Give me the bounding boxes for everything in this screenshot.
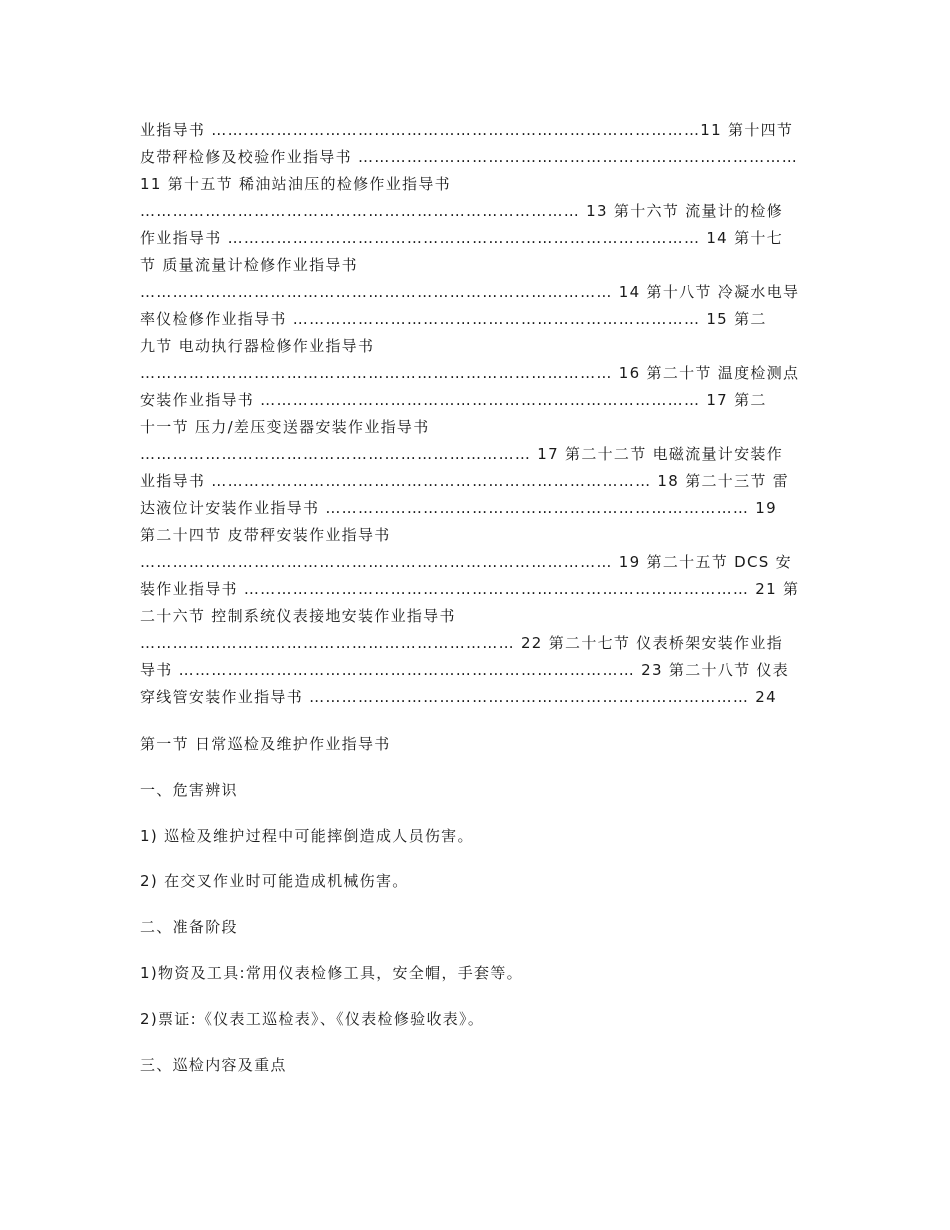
section-title: 第一节 日常巡检及维护作业指导书	[140, 735, 391, 753]
toc-line: …………………………………………………………………………… 16 第二十节 温度检测点	[140, 364, 800, 382]
toc-line: …………………………………………………………… 22 第二十七节 仪表桥架安装作业指	[140, 634, 783, 652]
toc-line: 装作业指导书 ………………………………………………………………………………… 21 第	[140, 580, 800, 598]
toc-line: 第二十四节 皮带秤安装作业指导书	[140, 526, 391, 544]
toc-line: 11 第十五节 稀油站油压的检修作业指导书	[140, 175, 451, 193]
heading-inspection-content: 三、巡检内容及重点	[140, 1055, 287, 1074]
paragraph: 2)票证:《仪表工巡检表》、《仪表检修验收表》。	[140, 1009, 485, 1028]
toc-line: 十一节 压力/差压变送器安装作业指导书	[140, 418, 430, 436]
toc-line: 达液位计安装作业指导书 …………………………………………………………………… 19	[140, 499, 777, 517]
toc-line: 二十六节 控制系统仪表接地安装作业指导书	[140, 607, 456, 625]
heading-hazard-identification: 一、危害辨识	[140, 780, 238, 799]
toc-line: 率仪检修作业指导书 ………………………………………………………………… 15 第二	[140, 310, 767, 328]
paragraph: 2) 在交叉作业时可能造成机械伤害。	[140, 872, 409, 891]
toc-line: 节 质量流量计检修作业指导书	[140, 256, 358, 274]
heading-preparation-stage: 二、准备阶段	[140, 918, 238, 937]
toc-line: 皮带秤检修及校验作业指导书 ………………………………………………………………………	[140, 148, 799, 166]
document-body	[140, 730, 820, 1096]
paragraph: 1) 巡检及维护过程中可能摔倒造成人员伤害。	[140, 826, 474, 845]
table-of-contents	[140, 117, 820, 711]
toc-line: …………………………………………………………………………… 14 第十八节 冷凝水电导	[140, 283, 800, 301]
toc-line: 作业指导书 …………………………………………………………………………… 14 第十七	[140, 229, 783, 247]
toc-line: ……………………………………………………………………… 13 第十六节 流量计的检修	[140, 202, 783, 220]
toc-line: 安装作业指导书 ……………………………………………………………………… 17 第二	[140, 391, 767, 409]
toc-line: 九节 电动执行器检修作业指导书	[140, 337, 375, 355]
toc-line: 导书 ………………………………………………………………………… 23 第二十八节 仪表	[140, 661, 790, 679]
toc-line: 业指导书 ……………………………………………………………………… 18 第二十三节 雷	[140, 472, 790, 490]
toc-line: 穿线管安装作业指导书 ……………………………………………………………………… 24	[140, 688, 777, 706]
toc-line: 业指导书 ………………………………………………………………………………11 第十四节	[140, 121, 794, 139]
toc-line: …………………………………………………………………………… 19 第二十五节 DCS 安	[140, 553, 792, 571]
toc-line: ……………………………………………………………… 17 第二十二节 电磁流量计安装作	[140, 445, 783, 463]
paragraph: 1)物资及工具:常用仪表检修工具，安全帽，手套等。	[140, 963, 523, 982]
